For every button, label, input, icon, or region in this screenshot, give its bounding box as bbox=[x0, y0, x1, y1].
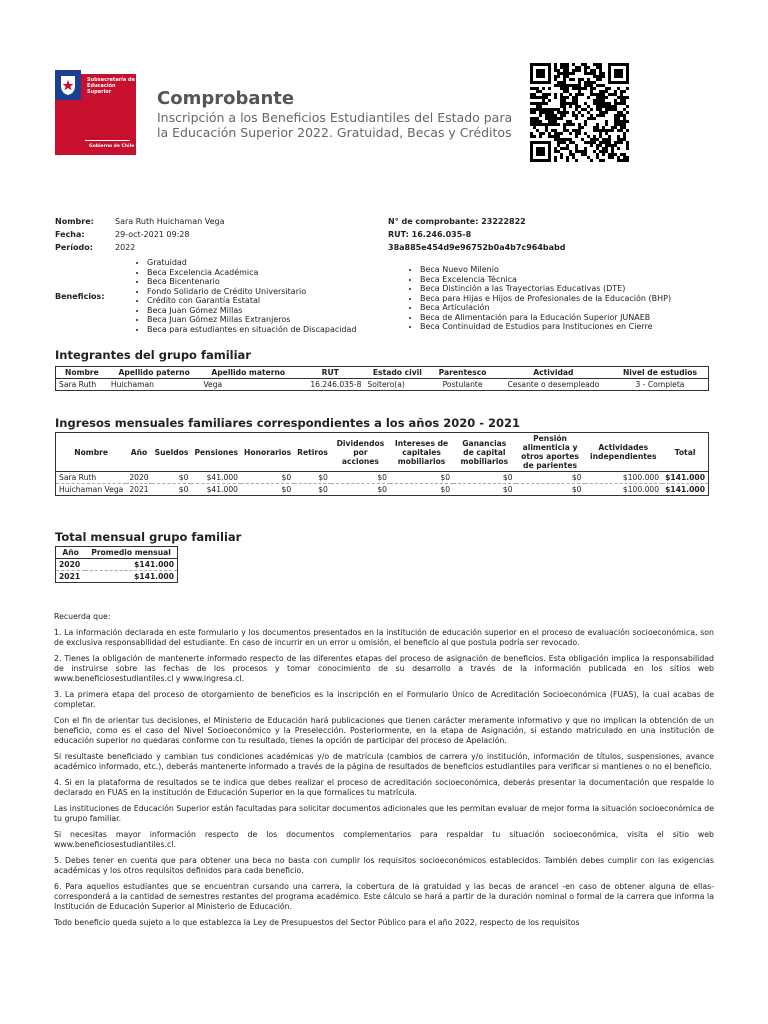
table-header: Actividad bbox=[495, 367, 612, 379]
table-header: Nivel de estudios bbox=[612, 367, 709, 379]
table-header: Ganancias de capital mobiliarios bbox=[453, 433, 515, 472]
logo-text: Subsecretaría de Educación Superior bbox=[87, 77, 135, 95]
table-cell: $0 bbox=[152, 472, 192, 484]
table-cell: 3 - Completa bbox=[635, 380, 685, 389]
table-cell: Soltero(a) bbox=[367, 380, 405, 389]
beneficio-item: • Beca Articulación bbox=[420, 303, 671, 313]
table-cell: $0 bbox=[294, 472, 331, 484]
beneficio-item: • Beca Excelencia Técnica bbox=[420, 275, 671, 285]
recuerda-paragraph: Todo beneficio queda sujeto a lo que establezca la Ley de Presupuestos del Sector Público para el año 2022, respecto de los requisitos bbox=[54, 918, 580, 927]
table-header: Apellido paterno bbox=[108, 367, 201, 379]
nombre-label: Nombre: bbox=[55, 217, 94, 226]
nombre-value: Sara Ruth Huichaman Vega bbox=[115, 217, 225, 226]
table-header: Pensión alimenticia y otros aportes de parientes bbox=[516, 433, 585, 472]
recuerda-paragraph: 1. La información declarada en este formulario y los documentos presentados en la institución de educación superior en el proceso de evaluación socioeconómica, son de exclusiva responsabilidad del estudiante. En caso de incurrir en un error u omisión, el beneficio al que postula podría ser revocado. bbox=[54, 628, 714, 647]
recuerda-paragraph: Las instituciones de Educación Superior están facultadas para solicitar documentos adicionales que les permitan evaluar de mejor forma la situación socioeconómica de tu grupo familiar. bbox=[54, 804, 714, 823]
table-header: Sueldos bbox=[152, 433, 192, 472]
recuerda-paragraph: Si resultaste beneficiado y cambian tus condiciones académicas y/o de matrícula (cambios de carrera y/o institución, información de títulos, suspensiones, avance académico informado, etc.), deberás mantenerte informado a través de la página de resultados de beneficios estudiantiles para verificar si mantienes o no el beneficio. bbox=[54, 752, 714, 771]
table-row bbox=[56, 472, 709, 484]
beneficio-item: • Gratuidad bbox=[147, 258, 357, 268]
table-cell: $0 bbox=[241, 472, 294, 484]
recuerda-paragraph: 5. Debes tener en cuenta que para obtener una beca no basta con cumplir los requisitos socioeconómicos establecidos. También debes cumplir con las exigencias académicas y los otros requisitos definidos para cada beneficio. bbox=[54, 856, 714, 875]
beneficio-item: • Beca Continuidad de Estudios para Instituciones en Cierre bbox=[420, 322, 671, 332]
table-header: Estado civil bbox=[364, 367, 430, 379]
table-cell: $0 bbox=[440, 485, 451, 494]
table-header: Total bbox=[662, 433, 708, 472]
grupo-title: Integrantes del grupo familiar bbox=[55, 348, 251, 362]
table-header: Apellido materno bbox=[200, 367, 296, 379]
recuerda-paragraph: 6. Para aquellos estudiantes que se encuentran cursando una carrera, la cobertura de la gratuidad y las becas de arancel -en caso de obtener alguna de ellas- corresponderá a la cantidad de semestres restantes del programa académico. Este cálculo se hará a partir de la duración nominal o formal de la carrera que informa la Institución de Educación Superior al Ministerio de Educación. bbox=[54, 882, 714, 911]
table-cell: $141.000 bbox=[85, 559, 177, 571]
table-cell: $141.000 bbox=[662, 472, 708, 484]
total-title: Total mensual grupo familiar bbox=[55, 530, 242, 544]
table-header: Año bbox=[126, 433, 151, 472]
table-cell: 2020 bbox=[56, 559, 86, 571]
table-cell: Vega bbox=[203, 380, 223, 389]
beneficio-item: • Beca Excelencia Académica bbox=[147, 268, 357, 278]
table-header: Nombre bbox=[56, 433, 127, 472]
comprobante-number: N° de comprobante: 23222822 bbox=[388, 217, 526, 226]
recuerda-paragraph: Si necesitas mayor información respecto de los documentos complementarios para respaldar tu situación socioeconómica, visita el sitio web www.beneficiosestudiantiles.cl. bbox=[54, 830, 714, 849]
table-cell: $0 bbox=[571, 485, 582, 494]
ingresos-title: Ingresos mensuales familiares correspondientes a los años 2020 - 2021 bbox=[55, 416, 521, 430]
gobierno-logo bbox=[55, 70, 136, 155]
qr-code-icon bbox=[530, 63, 629, 162]
table-cell: Postulante bbox=[442, 380, 483, 389]
total-table bbox=[55, 546, 178, 583]
beneficio-item: • Beca Bicentenario bbox=[147, 277, 357, 287]
table-cell: $0 bbox=[281, 485, 292, 494]
page-title: Comprobante bbox=[157, 88, 295, 109]
table-cell: $41.000 bbox=[206, 485, 238, 494]
beneficio-item: • Beca Juan Gómez Millas bbox=[147, 306, 357, 316]
table-cell: $0 bbox=[502, 485, 513, 494]
table-header: Pensiones bbox=[191, 433, 241, 472]
beneficio-item: • Fondo Solidario de Crédito Universitario bbox=[147, 287, 357, 297]
table-row bbox=[56, 379, 709, 391]
beneficio-item: • Beca Nuevo Milenio bbox=[420, 265, 671, 275]
table-header: Actividades independientes bbox=[585, 433, 663, 472]
table-cell: $0 bbox=[390, 472, 453, 484]
table-cell: Sara Ruth bbox=[59, 380, 97, 389]
table-cell: Huichaman Vega bbox=[59, 485, 124, 494]
beneficio-item: • Crédito con Garantía Estatal bbox=[147, 296, 357, 306]
coat-of-arms-icon bbox=[58, 73, 78, 97]
recuerda-paragraph: Recuerda que: bbox=[54, 612, 111, 621]
table-row bbox=[56, 484, 709, 496]
table-cell: $0 bbox=[178, 485, 189, 494]
table-row bbox=[56, 559, 178, 571]
table-cell: 2020 bbox=[126, 472, 151, 484]
logo-footer: Gobierno de Chile bbox=[89, 144, 135, 149]
table-header: Honorarios bbox=[241, 433, 294, 472]
table-cell: $0 bbox=[377, 485, 388, 494]
beneficio-item: • Beca Juan Gómez Millas Extranjeros bbox=[147, 315, 357, 325]
table-cell: 16.246.035-8 bbox=[310, 380, 362, 389]
table-row bbox=[56, 571, 178, 583]
beneficio-item: • Beca Distinción a las Trayectorias Educativas (DTE) bbox=[420, 284, 671, 294]
grupo-familiar-table bbox=[55, 366, 709, 391]
table-cell: Cesante o desempleado bbox=[507, 380, 600, 389]
table-cell: $41.000 bbox=[191, 472, 241, 484]
hash-value: 38a885e454d9e96752b0a4b7c964babd bbox=[388, 243, 566, 252]
page-subtitle: Inscripción a los Beneficios Estudiantiles del Estado para la Educación Superior 2022. Gratuidad, Becas y Créditos bbox=[157, 110, 513, 140]
fecha-label: Fecha: bbox=[55, 230, 85, 239]
table-cell: $100.000 bbox=[585, 472, 663, 484]
table-cell: $141.000 bbox=[134, 572, 174, 581]
recuerda-paragraph: 3. La primera etapa del proceso de otorgamiento de beneficios es la inscripción en el Formulario Único de Acreditación Socioeconómica (FUAS), la cual acabas de completar. bbox=[54, 690, 714, 709]
table-cell: $0 bbox=[453, 472, 515, 484]
table-cell: $0 bbox=[331, 472, 390, 484]
beneficio-item: • Beca de Alimentación para la Educación Superior JUNAEB bbox=[420, 313, 671, 323]
rut-value: RUT: 16.246.035-8 bbox=[388, 230, 472, 239]
table-cell: $100.000 bbox=[622, 485, 660, 494]
beneficio-item: • Beca para Hijas e Hijos de Profesionales de la Educación (BHP) bbox=[420, 294, 671, 304]
table-header: Retiros bbox=[294, 433, 331, 472]
fecha-value: 29-oct-2021 09:28 bbox=[115, 230, 190, 239]
recuerda-paragraph: Con el fin de orientar tus decisiones, el Ministerio de Educación hará publicaciones que tienen carácter meramente informativo y que no implican la obtención de un beneficio, como es el caso del Nivel Socioeconómico y la Preselección. Posteriormente, en la etapa de Asignación, si estando matriculado en una institución de educación superior no quedaras conforme con tu resultado, tienes la opción de participar del proceso de Apelación. bbox=[54, 716, 714, 745]
beneficio-item: • Beca para estudiantes en situación de Discapacidad bbox=[147, 325, 357, 335]
table-cell: $0 bbox=[318, 485, 328, 494]
table-header: RUT bbox=[296, 367, 364, 379]
table-header: Nombre bbox=[56, 367, 108, 379]
beneficios-list-left bbox=[137, 258, 357, 334]
beneficios-list-right bbox=[410, 265, 671, 332]
recuerda-paragraph: 2. Tienes la obligación de mantenerte informado respecto de las diferentes etapas del proceso de asignación de beneficios. Esta obligación implica la responsabilidad de instruirse sobre las fechas de los procesos y tomar conocimiento de su desarrollo a través de la información publicada en los sitios web www.beneficiosestudiantiles.cl y www.ingresa.cl. bbox=[54, 654, 714, 683]
table-cell: Huichaman bbox=[110, 380, 154, 389]
table-header: Promedio mensual bbox=[85, 547, 177, 559]
table-cell: 2021 bbox=[129, 485, 149, 494]
ingresos-table bbox=[55, 432, 709, 496]
table-header: Año bbox=[56, 547, 86, 559]
recuerda-paragraph: 4. Si en la plataforma de resultados se te indica que debes realizar el proceso de acreditación socioeconómica, deberás presentar la documentación que respalde lo declarado en FUAS en la institución de Educación Superior en la que formalices tu matrícula. bbox=[54, 778, 714, 797]
table-cell: $141.000 bbox=[665, 485, 705, 494]
table-cell: $0 bbox=[516, 472, 585, 484]
table-cell: Sara Ruth bbox=[56, 472, 127, 484]
periodo-value: 2022 bbox=[115, 243, 136, 252]
periodo-label: Período: bbox=[55, 243, 93, 252]
table-cell: 2021 bbox=[59, 572, 81, 581]
table-header: Dividendos por acciones bbox=[331, 433, 390, 472]
table-header: Intereses de capitales mobiliarios bbox=[390, 433, 453, 472]
recuerda-section bbox=[54, 612, 714, 934]
table-header: Parentesco bbox=[430, 367, 494, 379]
beneficios-label: Beneficios: bbox=[55, 292, 105, 301]
